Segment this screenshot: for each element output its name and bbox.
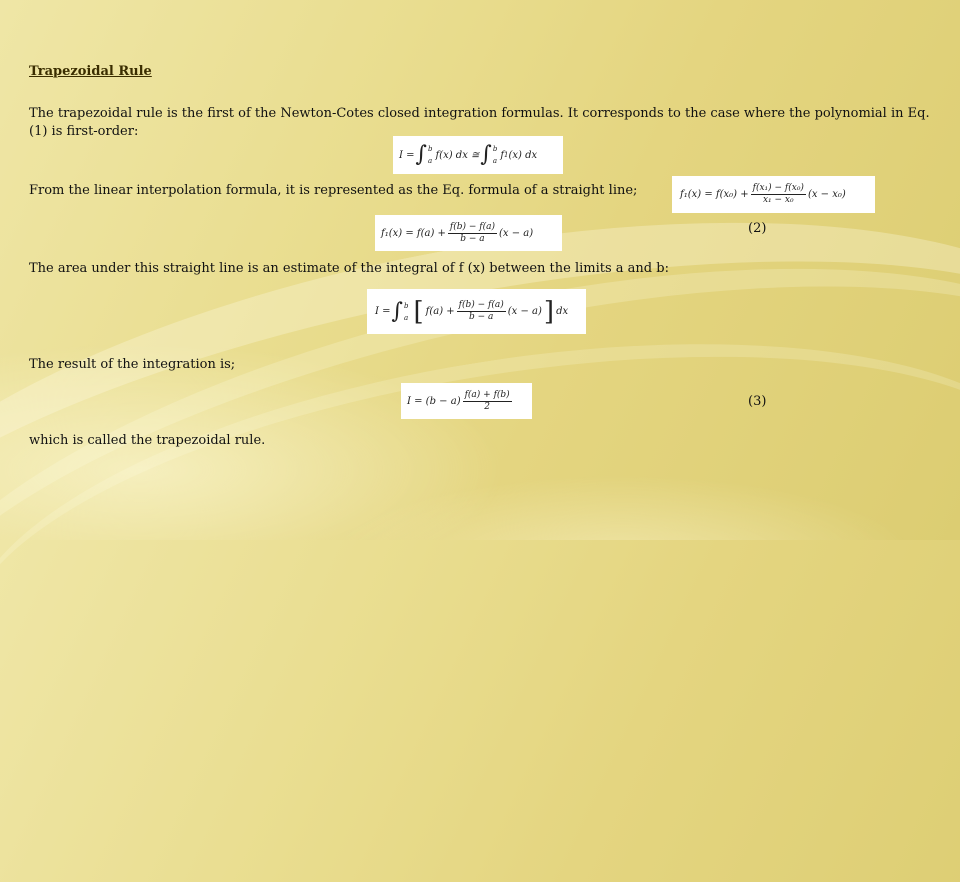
fraction xyxy=(448,222,497,245)
eq1-integrand-2: f xyxy=(500,149,505,161)
upper-limit: b xyxy=(492,145,498,153)
integral-limits xyxy=(404,300,408,324)
equation-1 xyxy=(393,136,563,174)
integral-sign: ∫ xyxy=(415,142,427,167)
lower-limit: a xyxy=(427,157,433,165)
eq4-inner: f(a) + xyxy=(425,306,455,317)
lower-limit: a xyxy=(492,157,498,165)
fraction xyxy=(751,183,806,206)
denominator: 2 xyxy=(484,401,491,412)
right-bracket: ] xyxy=(543,296,555,327)
numerator: f(b) − f(a) xyxy=(449,221,496,232)
fraction xyxy=(463,390,512,413)
denominator: b − a xyxy=(460,233,485,244)
eq1-lhs: I = xyxy=(399,149,415,161)
numerator: f(x₁) − f(x₀) xyxy=(752,183,804,193)
upper-limit: b xyxy=(403,301,409,310)
linear-paragraph: From the linear interpolation formula, it is represented as the Eq. formula of a straight line; xyxy=(29,183,638,198)
eq1-integrand: f(x) dx ≅ xyxy=(435,149,480,161)
upper-limit: b xyxy=(427,145,433,153)
intro-paragraph: The trapezoidal rule is the first of the Newton-Cotes closed integration formulas. It corresponds to the case where the polynomial in Eq. (1) is first-order: xyxy=(29,106,930,139)
lower-limit: a xyxy=(403,313,409,322)
eq1-integrand-2-rest: (x) dx xyxy=(508,149,538,161)
numerator: f(b) − f(a) xyxy=(458,300,504,310)
equation-integral xyxy=(367,289,586,334)
fraction xyxy=(457,300,506,323)
numerator: f(a) + f(b) xyxy=(464,389,510,400)
eq2-lhs: f₁(x) = f(x₀) + xyxy=(680,189,749,200)
eq4-lhs: I = xyxy=(375,306,391,317)
eq4-rest: (x − a) xyxy=(507,306,542,317)
integral-limits xyxy=(493,143,497,167)
equation-linear-interp xyxy=(672,176,875,213)
denominator: b − a xyxy=(469,312,494,322)
equation-3 xyxy=(401,383,532,419)
eq3-rest: (x − a) xyxy=(499,227,534,239)
eq3-lhs: f₁(x) = f(a) + xyxy=(381,227,446,239)
integral-sign: ∫ xyxy=(391,298,403,324)
equation-number-2: (2) xyxy=(748,221,767,236)
area-paragraph: The area under this straight line is an estimate of the integral of f (x) between the limits a and b: xyxy=(29,261,669,276)
conclusion-paragraph: which is called the trapezoidal rule. xyxy=(29,433,266,448)
slide-title: Trapezoidal Rule xyxy=(29,64,152,79)
left-bracket: [ xyxy=(413,296,424,327)
denominator: x₁ − x₀ xyxy=(762,195,794,205)
subscript: 1 xyxy=(504,151,509,159)
eq5-lhs: I = (b − a) xyxy=(407,395,461,407)
eq4-dx: dx xyxy=(556,306,569,317)
integral-sign: ∫ xyxy=(480,142,492,167)
eq2-rest: (x − x₀) xyxy=(807,189,846,200)
result-paragraph: The result of the integration is; xyxy=(29,357,236,372)
equation-number-3: (3) xyxy=(748,394,767,409)
integral-limits xyxy=(428,143,432,167)
equation-2 xyxy=(375,215,562,251)
